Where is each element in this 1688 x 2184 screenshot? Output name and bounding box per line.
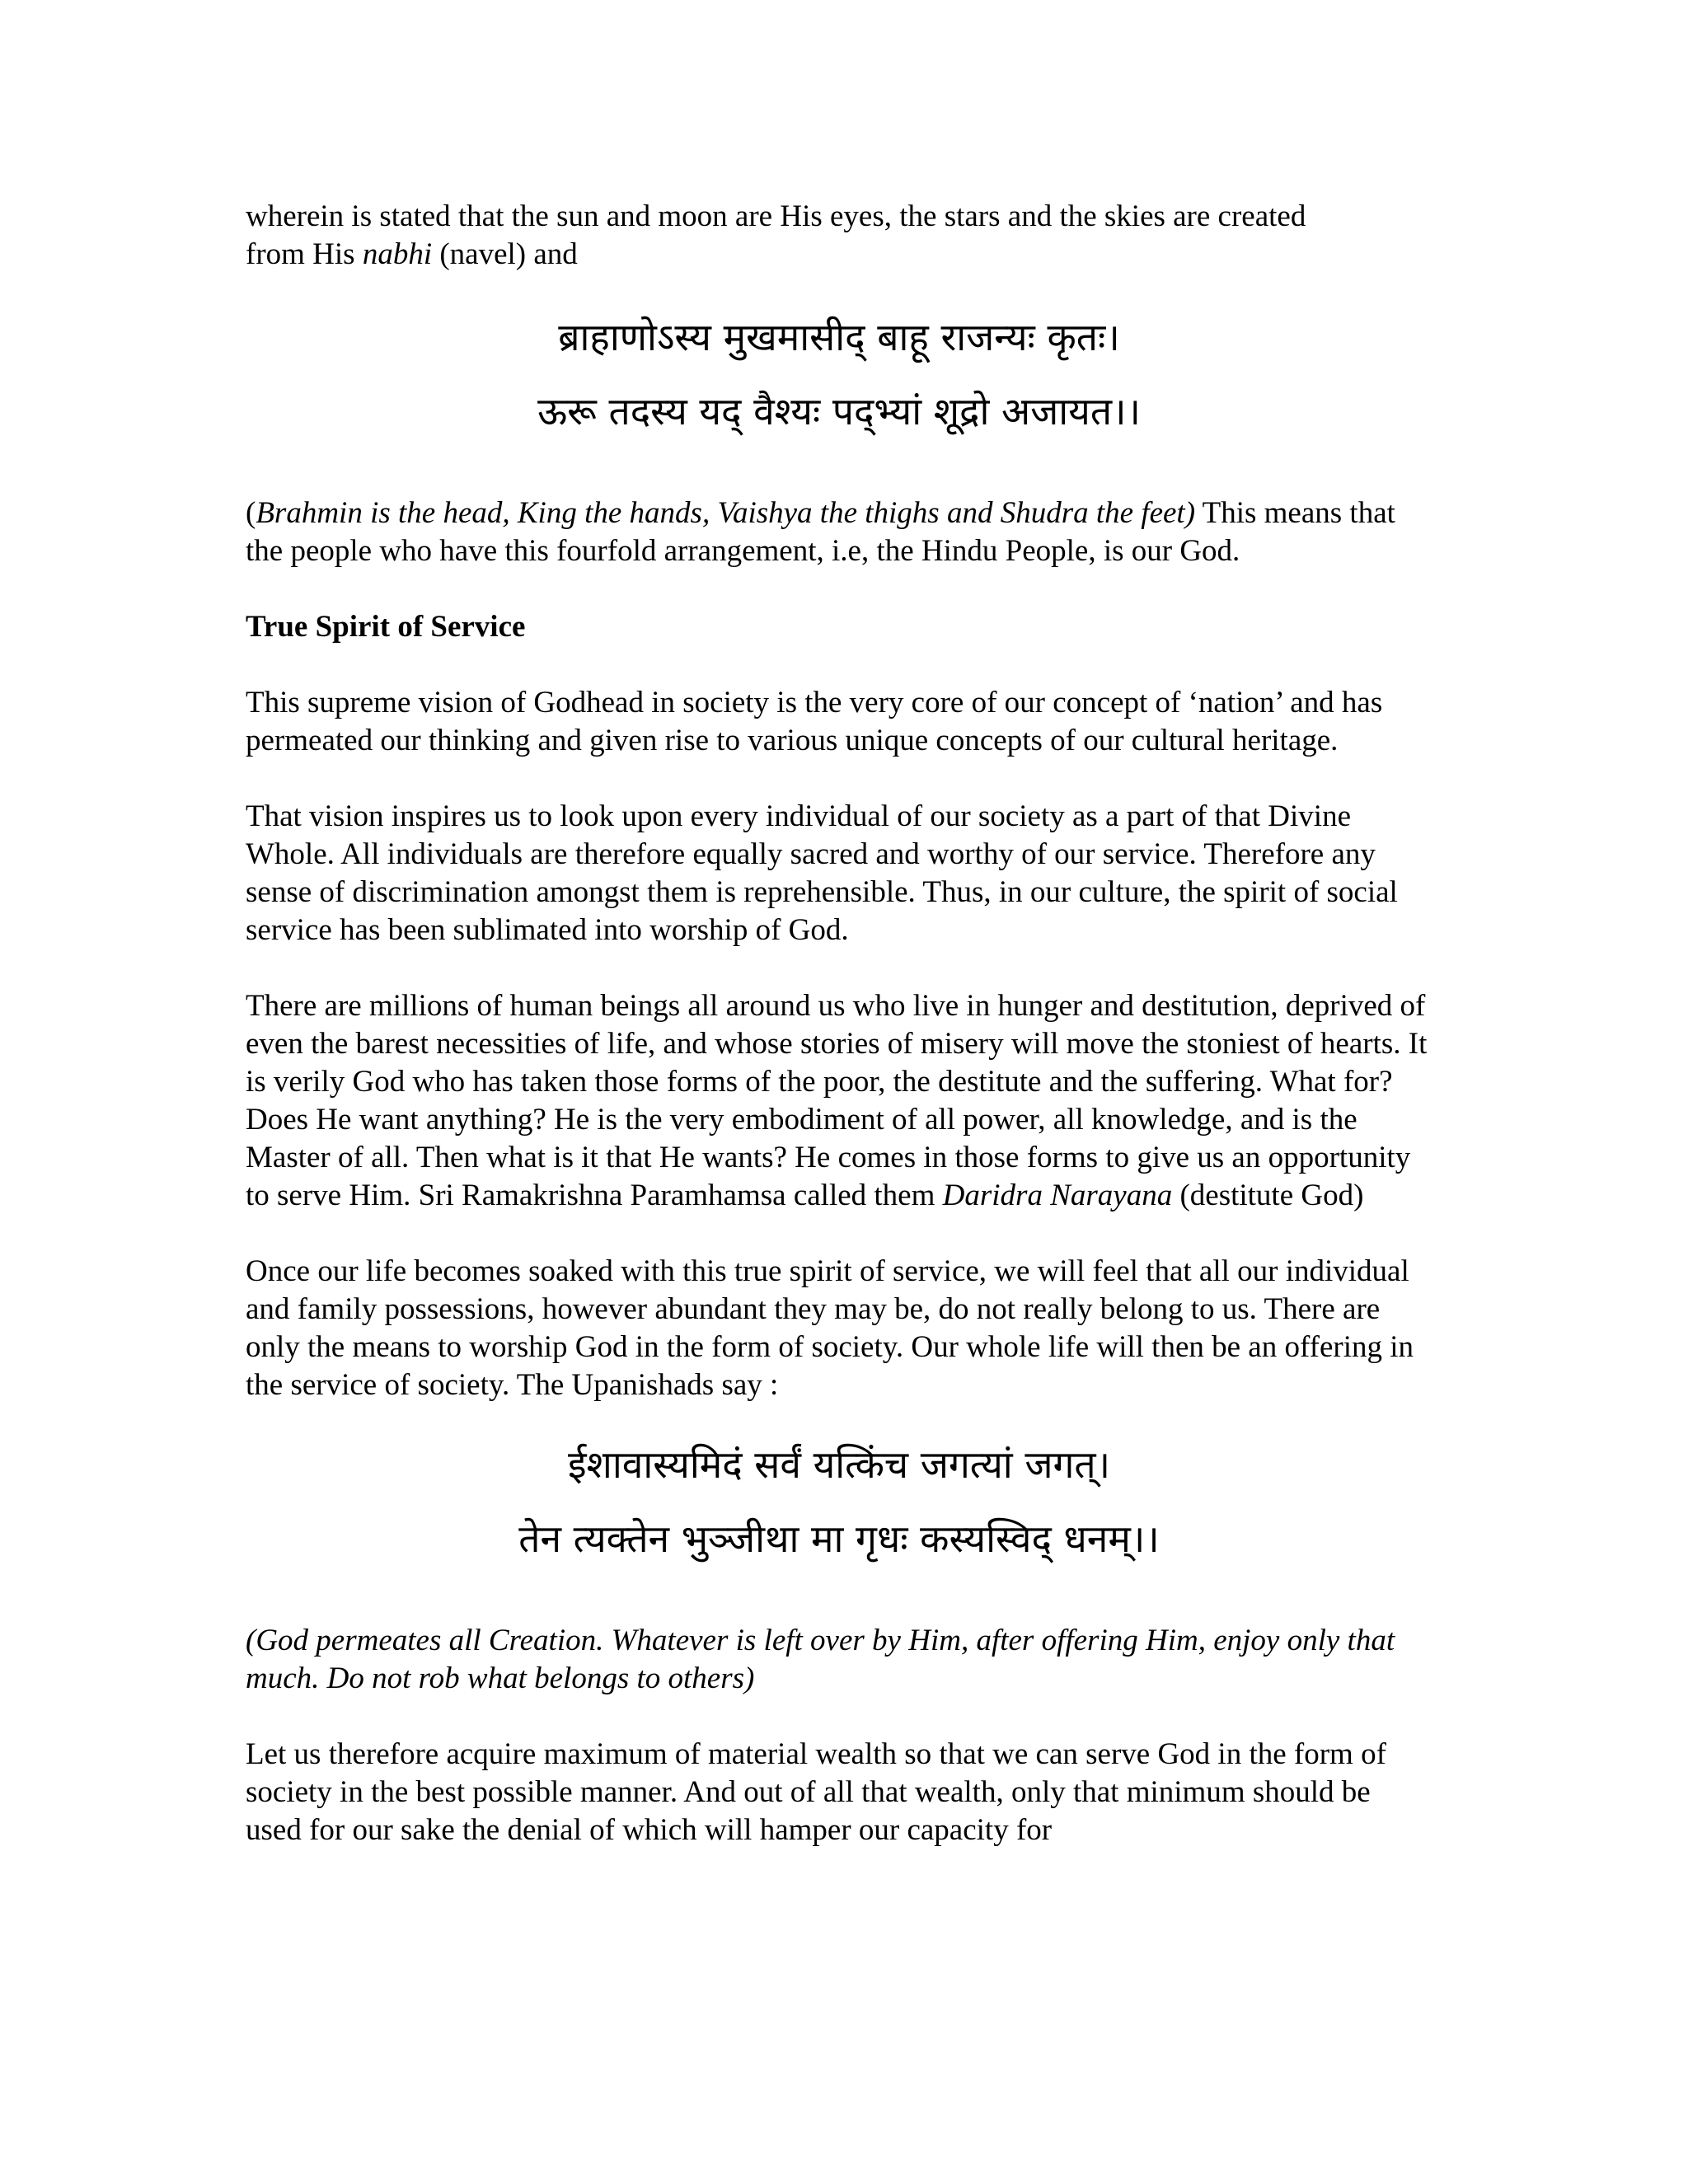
translation-italic-text: Brahmin is the head, King the hands, Vaishya the thighs and Shudra the feet) <box>256 496 1196 530</box>
paragraph-end-text: (destitute God) <box>1172 1179 1364 1212</box>
verse-2-line-2: तेन त्यक्तेन भुञ्जीथा मा गृधः कस्यस्विद् धनम्।। <box>518 1516 1160 1561</box>
paragraph-spirit-of-service: Once our life becomes soaked with this true spirit of service, we will feel that all our individual and family possessions, however abundant they may be, do not really belong to us. There are only the means to worship God in the form of society. Our whole life will then be an offering in the service of society. The Upanishads say : <box>246 1254 1414 1402</box>
paragraph-material-wealth: Let us therefore acquire maximum of material wealth so that we can serve God in the form of society in the best possible manner. And out of all that wealth, only that minimum should be used for our sake the denial of which will hamper our capacity for <box>246 1737 1386 1847</box>
sanskrit-verse-1 <box>246 300 1432 448</box>
paragraph-divine-whole: That vision inspires us to look upon every individual of our society as a part of that Divine Whole. All individuals are therefore equally sacred and worthy of our service. Therefore any sense of discrimination amongst them is reprehensible. Thus, in our culture, the spirit of social service has been sublimated into worship of God. <box>246 799 1398 947</box>
verse-1-translation-paragraph <box>246 494 1432 570</box>
verse-2-line-1: ईशावास्यमिदं सर्वं यत्किंच जगत्यां जगत्। <box>567 1442 1111 1487</box>
section-heading: True Spirit of Service <box>246 610 526 644</box>
verse-1-line-1: ब्राहाणोऽस्य मुखमासीद् बाहू राजन्यः कृतः। <box>558 315 1120 359</box>
verse-2-translation-paragraph: (God permeates all Creation. Whatever is left over by Him, after offering Him, enjoy only that much. Do not rob what belongs to others) <box>246 1624 1395 1695</box>
intro-line-1: wherein is stated that the sun and moon are His eyes, the stars and the skies are created <box>246 199 1306 233</box>
paragraph-main-text: There are millions of human beings all around us who live in hunger and destitution, deprived of even the barest necessities of life, and whose stories of misery will move the stoniest of hearts. It is verily God who has taken those forms of the poor, the destitute and the suffering. What for? Does He want anything? He is the very embodiment of all power, all knowledge, and is the Master of all. Then what is it that He wants? He comes in those forms to give us an opportunity to serve Him. Sri Ramakrishna Paramhamsa called them <box>246 989 1428 1212</box>
verse-1-line-2: ऊरू तदस्य यद् वैश्यः पद्भ्यां शूद्रो अजायत।। <box>537 389 1141 434</box>
intro-paragraph <box>246 198 1432 274</box>
paragraph-nation-concept: This supreme vision of Godhead in society is the very core of our concept of ‘nation’ and has permeated our thinking and given rise to various unique concepts of our cultural heritage. <box>246 686 1383 757</box>
paragraph-daridra-narayana <box>246 987 1432 1215</box>
translation-open-paren: ( <box>246 496 256 530</box>
sanskrit-verse-2 <box>246 1427 1432 1576</box>
translation-rest-text: This means that the people who have this fourfold arrangement, i.e, the Hindu People, is our God. <box>246 496 1395 568</box>
intro-line-2-pre: from His <box>246 237 363 271</box>
document-page <box>246 198 1432 1849</box>
intro-line-2-post: (navel) and <box>432 237 578 271</box>
paragraph-italic-term: Daridra Narayana <box>942 1179 1173 1212</box>
intro-italic-term: nabhi <box>362 237 433 271</box>
